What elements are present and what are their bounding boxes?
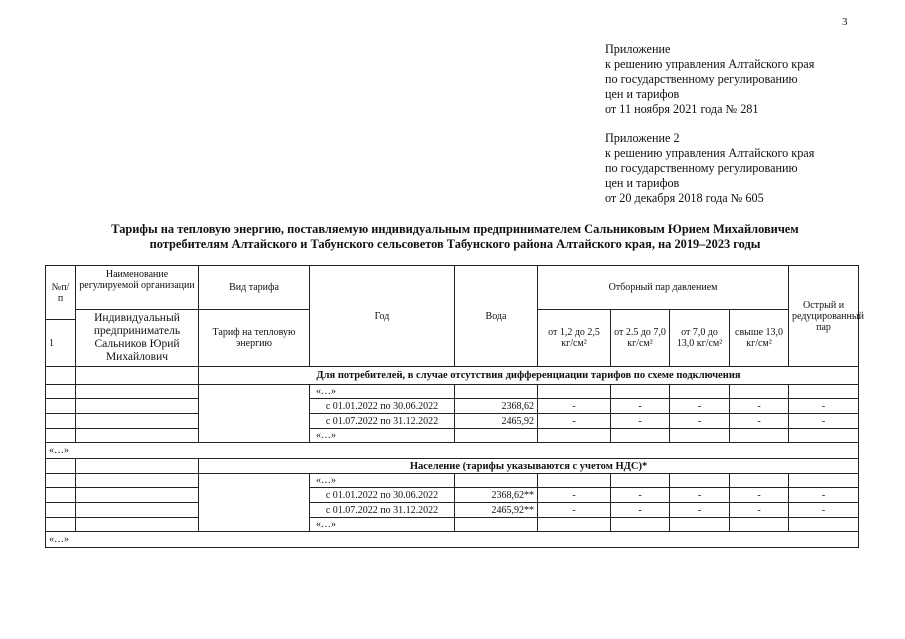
water-value: 2368,62**	[455, 488, 538, 503]
header-water: Вода	[455, 266, 538, 367]
period-cell: с 01.07.2022 по 31.12.2022	[310, 503, 455, 518]
empty-cell	[789, 474, 859, 488]
sharp-steam-value: -	[789, 488, 859, 503]
page-number: 3	[842, 16, 848, 28]
title-line-1: Тарифы на тепловую энергию, поставляемую индивидуальным предпринимателем Сальниковым Юрием Михайловичем	[111, 222, 799, 236]
empty-cell	[611, 518, 670, 532]
annex-1-line: от 11 ноября 2021 года № 281	[605, 102, 759, 116]
header-year: Год	[310, 266, 455, 367]
empty-cell	[789, 429, 859, 443]
water-value: 2465,92	[455, 414, 538, 429]
empty-cell	[730, 474, 789, 488]
annex-2-line: по государственному регулированию	[605, 161, 798, 175]
empty-cell	[46, 385, 76, 399]
steam-1-value: -	[538, 503, 611, 518]
empty-cell	[670, 474, 730, 488]
empty-cell	[76, 414, 199, 429]
empty-cell	[46, 459, 76, 474]
annex-1-line: к решению управления Алтайского края	[605, 57, 815, 71]
empty-cell	[76, 518, 199, 532]
empty-cell	[670, 385, 730, 399]
sharp-steam-value: -	[789, 414, 859, 429]
empty-cell	[46, 429, 76, 443]
empty-cell	[76, 367, 199, 385]
header-sharp-steam: Острый и редуцированный пар	[789, 266, 859, 367]
steam-4-value: -	[730, 414, 789, 429]
between-sections-ellipsis: «…»	[46, 443, 859, 459]
header-tariff-type: Вид тарифа	[199, 266, 310, 310]
steam-4-value: -	[730, 503, 789, 518]
empty-cell	[199, 385, 310, 443]
empty-cell	[76, 503, 199, 518]
steam-1-value: -	[538, 414, 611, 429]
empty-cell	[455, 474, 538, 488]
org-name-cell: Индивидуальный предприниматель Сальников Юрий Михайлович	[76, 310, 199, 367]
steam-2-value: -	[611, 399, 670, 414]
empty-cell	[789, 518, 859, 532]
annex-2-line: цен и тарифов	[605, 176, 680, 190]
tariff-table	[45, 265, 864, 548]
steam-3-value: -	[670, 503, 730, 518]
empty-cell	[76, 429, 199, 443]
section-1-title: Для потребителей, в случае отсутствия дифференциации тарифов по схеме подключения	[199, 367, 859, 385]
document-title	[40, 222, 870, 252]
steam-4-value: -	[730, 399, 789, 414]
steam-1-value: -	[538, 488, 611, 503]
steam-2-value: -	[611, 503, 670, 518]
empty-cell	[670, 518, 730, 532]
empty-cell	[455, 429, 538, 443]
tariff-type-cell: Тариф на тепловую энергию	[199, 310, 310, 367]
empty-cell	[46, 488, 76, 503]
water-value: 2368,62	[455, 399, 538, 414]
empty-cell	[730, 385, 789, 399]
annex-2-block	[605, 131, 814, 206]
section-1-ellipsis-top: «…»	[310, 385, 455, 399]
annex-2-line: Приложение 2	[605, 131, 680, 145]
steam-3-value: -	[670, 414, 730, 429]
empty-cell	[730, 429, 789, 443]
title-line-2: потребителям Алтайского и Табунского сельсоветов Табунского района Алтайского края, на 2019–2023 годы	[149, 237, 761, 251]
empty-cell	[611, 385, 670, 399]
annex-2-line: от 20 декабря 2018 года № 605	[605, 191, 764, 205]
water-value: 2465,92**	[455, 503, 538, 518]
empty-cell	[199, 474, 310, 532]
empty-cell	[46, 367, 76, 385]
empty-cell	[76, 385, 199, 399]
empty-cell	[46, 399, 76, 414]
empty-cell	[46, 518, 76, 532]
header-steam-group: Отборный пар давлением	[538, 266, 789, 310]
section-1-ellipsis-bottom: «…»	[310, 429, 455, 443]
sharp-steam-value: -	[789, 399, 859, 414]
empty-cell	[730, 518, 789, 532]
period-cell: с 01.07.2022 по 31.12.2022	[310, 414, 455, 429]
header-num: №п/п	[46, 266, 76, 320]
annex-1-line: цен и тарифов	[605, 87, 680, 101]
empty-cell	[611, 429, 670, 443]
empty-cell	[670, 429, 730, 443]
empty-cell	[538, 474, 611, 488]
steam-1-value: -	[538, 399, 611, 414]
empty-cell	[76, 488, 199, 503]
empty-cell	[76, 459, 199, 474]
annex-1-block	[605, 42, 814, 117]
header-steam-3: от 7,0 до 13,0 кг/см²	[670, 310, 730, 367]
empty-cell	[538, 429, 611, 443]
empty-cell	[76, 399, 199, 414]
annex-1-line: по государственному регулированию	[605, 72, 798, 86]
empty-cell	[455, 518, 538, 532]
steam-3-value: -	[670, 488, 730, 503]
empty-cell	[538, 385, 611, 399]
empty-cell	[46, 474, 76, 488]
annex-1-line: Приложение	[605, 42, 671, 56]
header-steam-1: от 1,2 до 2,5 кг/см²	[538, 310, 611, 367]
header-steam-4: свыше 13,0 кг/см²	[730, 310, 789, 367]
empty-cell	[46, 414, 76, 429]
steam-2-value: -	[611, 414, 670, 429]
annex-2-line: к решению управления Алтайского края	[605, 146, 815, 160]
header-org-name: Наименование регулируемой организации	[76, 266, 199, 310]
empty-cell	[538, 518, 611, 532]
steam-3-value: -	[670, 399, 730, 414]
org-num-cell: 1	[46, 320, 76, 367]
empty-cell	[76, 474, 199, 488]
empty-cell	[789, 385, 859, 399]
section-2-ellipsis-bottom: «…»	[310, 518, 455, 532]
sharp-steam-value: -	[789, 503, 859, 518]
period-cell: с 01.01.2022 по 30.06.2022	[310, 488, 455, 503]
empty-cell	[46, 503, 76, 518]
empty-cell	[455, 385, 538, 399]
steam-4-value: -	[730, 488, 789, 503]
section-2-ellipsis-top: «…»	[310, 474, 455, 488]
section-2-title: Население (тарифы указываются с учетом НДС)*	[199, 459, 859, 474]
final-ellipsis: «…»	[46, 532, 859, 548]
period-cell: с 01.01.2022 по 30.06.2022	[310, 399, 455, 414]
header-steam-2: от 2.5 до 7,0 кг/см²	[611, 310, 670, 367]
empty-cell	[611, 474, 670, 488]
steam-2-value: -	[611, 488, 670, 503]
